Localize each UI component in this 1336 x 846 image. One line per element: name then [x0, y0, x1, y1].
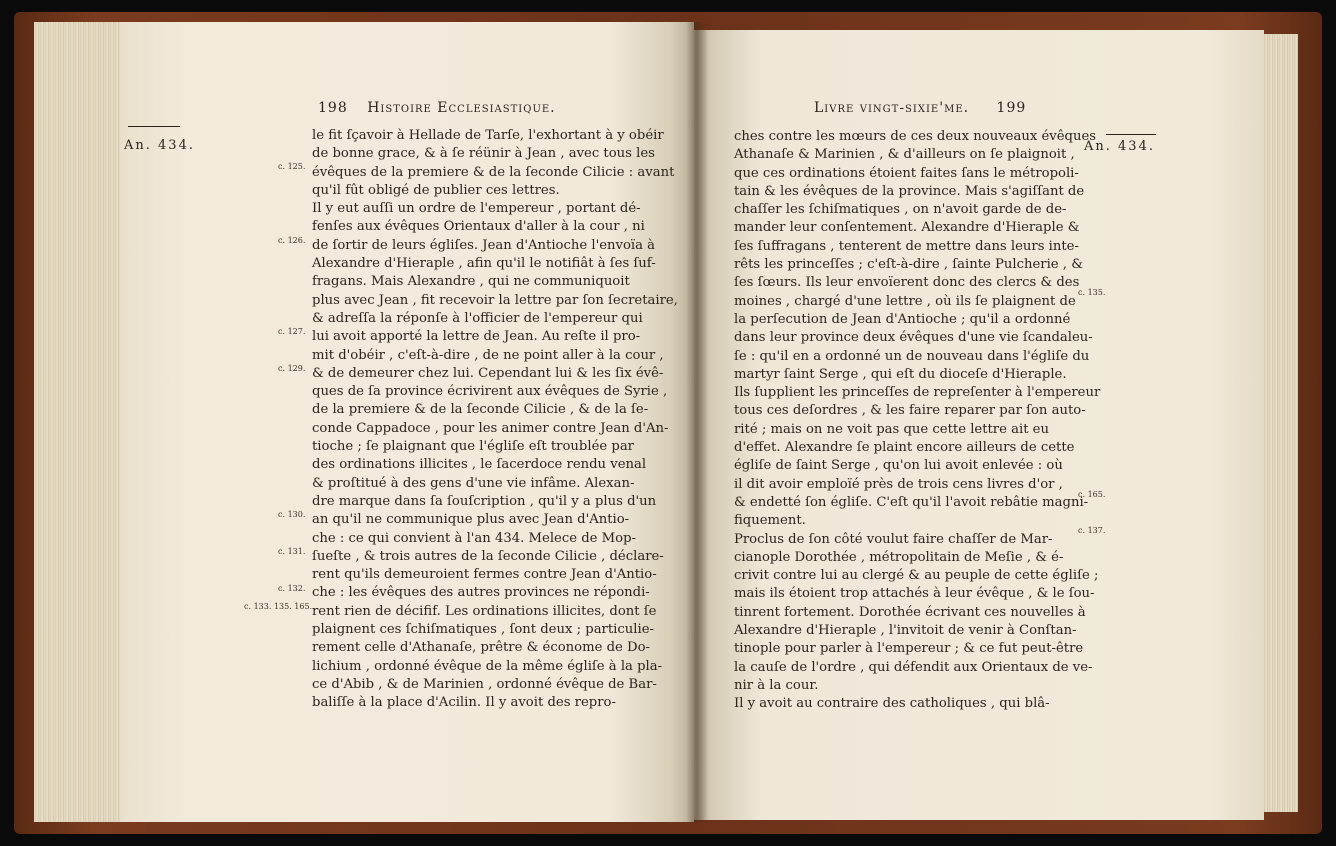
right-margin-rule	[1106, 134, 1156, 135]
text-line: mander leur conſentement. Alexandre d'Hieraple &	[734, 220, 1080, 236]
text-line: ſe : qu'il en a ordonné un de nouveau dans l'égliſe du	[734, 348, 1090, 364]
left-title: Histoire Ecclesiastique.	[367, 100, 556, 116]
text-line: ſes ſœurs. Ils leur envoïerent donc des clercs & des	[734, 275, 1080, 291]
margin-note: c. 125.	[278, 162, 306, 171]
left-body-text	[312, 127, 678, 713]
margin-note: c. 165.	[1078, 490, 1106, 499]
margin-note: c. 129.	[278, 364, 306, 373]
text-line: ſueſte , & trois autres de la ſeconde Cilicie , déclare-	[312, 548, 664, 564]
margin-note: c. 127.	[278, 327, 306, 336]
text-line: fragans. Mais Alexandre , qui ne communiquoit	[312, 274, 630, 290]
margin-note: c. 133. 135. 165.	[244, 602, 313, 611]
text-line: le fit ſçavoir à Hellade de Tarſe, l'exhortant à y obéir	[312, 128, 664, 143]
text-line: tain & les évêques de la province. Mais s'agiſſant de	[734, 183, 1085, 199]
text-line: an qu'il ne communique plus avec Jean d'Antio-	[312, 512, 630, 528]
text-line: moines , chargé d'une lettre , où ils ſe plaignent de	[734, 293, 1076, 309]
text-line: & de demeurer chez lui. Cependant lui & les ſix évê-	[312, 365, 664, 381]
right-title: Livre vingt-sixie'me.	[814, 100, 970, 116]
margin-note: c. 135.	[1078, 288, 1106, 297]
right-year-label: An. 434.	[1084, 139, 1155, 154]
left-year-label: An. 434.	[124, 138, 195, 153]
right-running-head	[814, 100, 1026, 116]
text-line: lui avoit apporté la lettre de Jean. Au reſte il pro-	[312, 329, 641, 345]
text-line: égliſe de ſaint Serge , qu'on lui avoit enlevée : où	[734, 458, 1063, 474]
text-line: rement celle d'Athanaſe, prêtre & économe de Do-	[312, 640, 651, 656]
text-line: lichium , ordonné évêque de la même égliſe à la pla-	[312, 658, 663, 674]
page-edges-right	[1258, 34, 1298, 812]
text-line: baliſſe à la place d'Acilin. Il y avoit des repro-	[312, 695, 616, 711]
text-line: tinople pour parler à l'empereur ; & ce fut peut-être	[734, 641, 1084, 657]
text-line: tinrent fortement. Dorothée écrivant ces nouvelles à	[734, 604, 1086, 620]
text-line: dre marque dans ſa ſouſcription , qu'il y a plus d'un	[312, 493, 657, 509]
text-line: conde Cappadoce , pour les animer contre Jean d'An-	[312, 420, 669, 436]
text-line: chaſſer les ſchiſmatiques , on n'avoit garde de de-	[734, 202, 1067, 218]
right-page-number: 199	[996, 100, 1027, 116]
text-line: de ſortir de leurs égliſes. Jean d'Antioche l'envoïa à	[312, 237, 656, 253]
left-page-number: 198	[318, 100, 348, 116]
text-line: plaignent ces ſchiſmatiques , ſont deux ; particulie-	[312, 622, 654, 638]
text-line: & proſtitué à des gens d'une vie infâme. Alexan-	[312, 475, 635, 491]
text-line: Alexandre d'Hieraple , afin qu'il le notifiât à ſes ſuf-	[312, 256, 656, 272]
text-line: ches contre les mœurs de ces deux nouveaux évêques	[734, 129, 1097, 144]
text-line: plus avec Jean , fit recevoir la lettre par ſon ſecretaire,	[312, 292, 678, 308]
text-line: ce d'Abib , & de Marinien , ordonné évêque de Bar-	[312, 676, 657, 692]
margin-note: c. 126.	[278, 236, 306, 245]
right-page	[694, 30, 1264, 820]
text-line: d'effet. Alexandre ſe plaint encore ailleurs de cette	[734, 440, 1075, 456]
text-line: che : ce qui convient à l'an 434. Melece de Mop-	[312, 530, 637, 546]
text-line: de bonne grace, & à ſe réünir à Jean , avec tous les	[312, 146, 655, 162]
text-line: la perſecution de Jean d'Antioche ; qu'il a ordonné	[734, 311, 1071, 327]
text-line: la cauſe de l'ordre , qui défendit aux Orientaux de ve-	[734, 659, 1093, 675]
text-line: tous ces deſordres , & les faire reparer par ſon auto-	[734, 403, 1086, 419]
text-line: Il y eut auſſi un ordre de l'empereur , portant dé-	[312, 201, 641, 217]
margin-note: c. 130.	[278, 510, 306, 519]
text-line: ſes ſuffragans , tenterent de mettre dans leurs inte-	[734, 238, 1079, 254]
book-gutter	[686, 22, 708, 822]
text-line: des ordinations illicites , le ſacerdoce rendu venal	[312, 457, 647, 473]
text-line: dans leur province deux évêques d'une vie ſcandaleu-	[734, 330, 1093, 346]
text-line: évêques de la premiere & de la ſeconde Cilicie : avant	[312, 164, 675, 180]
text-line: Proclus de ſon côté voulut faire chaſſer de Mar-	[734, 531, 1053, 547]
text-line: ques de ſa province écrivirent aux évêques de Syrie ,	[312, 384, 668, 400]
left-running-head	[318, 100, 556, 116]
left-page	[120, 22, 694, 822]
text-line: que ces ordinations étoient faites ſans le métropoli-	[734, 165, 1079, 181]
text-line: rité ; mais on ne voit pas que cette lettre ait eu	[734, 421, 1049, 437]
text-line: martyr ſaint Serge , qui eſt du dioceſe d'Hieraple.	[734, 366, 1067, 382]
page-edges-left	[34, 22, 130, 822]
text-line: che : les évêques des autres provinces ne répondi-	[312, 585, 650, 601]
text-line: Alexandre d'Hieraple , l'invitoit de venir à Conſtan-	[734, 623, 1077, 639]
left-margin-rule	[128, 126, 180, 127]
text-line: Athanaſe & Marinien , & d'ailleurs on ſe plaignoit ,	[734, 147, 1075, 163]
margin-note: c. 137.	[1078, 526, 1106, 535]
margin-note: c. 131.	[278, 547, 306, 556]
text-line: il dit avoir emploïé près de trois cens livres d'or ,	[734, 476, 1063, 492]
text-line: Il y avoit au contraire des catholiques , qui blâ-	[734, 696, 1050, 712]
text-line: nir à la cour.	[734, 677, 819, 693]
margin-note: c. 132.	[278, 584, 306, 593]
text-line: de la premiere & de la ſeconde Cilicie , & de la ſe-	[312, 402, 649, 418]
right-body-text	[734, 128, 1100, 714]
text-line: mit d'obéir , c'eſt-à-dire , de ne point aller à la cour ,	[312, 347, 664, 363]
text-line: qu'il fût obligé de publier ces lettres.	[312, 182, 560, 198]
text-line: rent rien de décifif. Les ordinations illicites, dont ſe	[312, 603, 657, 619]
text-line: mais ils étoient trop attachés à leur évêque , & le ſou-	[734, 586, 1095, 602]
text-line: rent qu'ils demeuroient fermes contre Jean d'Antio-	[312, 567, 657, 583]
text-line: cianople Dorothée , métropolitain de Meſie , & é-	[734, 549, 1064, 565]
text-line: & endetté ſon égliſe. C'eſt qu'il l'avoit rebâtie magni-	[734, 494, 1089, 510]
text-line: & adreſſa la réponſe à l'officier de l'empereur qui	[312, 310, 643, 326]
text-line: tioche ; ſe plaignant que l'égliſe eſt troublée par	[312, 439, 634, 455]
text-line: fiquement.	[734, 513, 806, 529]
text-line: rêts les princeſſes ; c'eſt-à-dire , ſainte Pulcherie , &	[734, 257, 1083, 273]
text-line: crivit contre lui au clergé & au peuple de cette égliſe ;	[734, 568, 1099, 584]
text-line: fenſes aux évêques Orientaux d'aller à la cour , ni	[312, 219, 645, 235]
text-line: Ils ſupplient les princeſſes de repreſenter à l'empereur	[734, 385, 1101, 401]
